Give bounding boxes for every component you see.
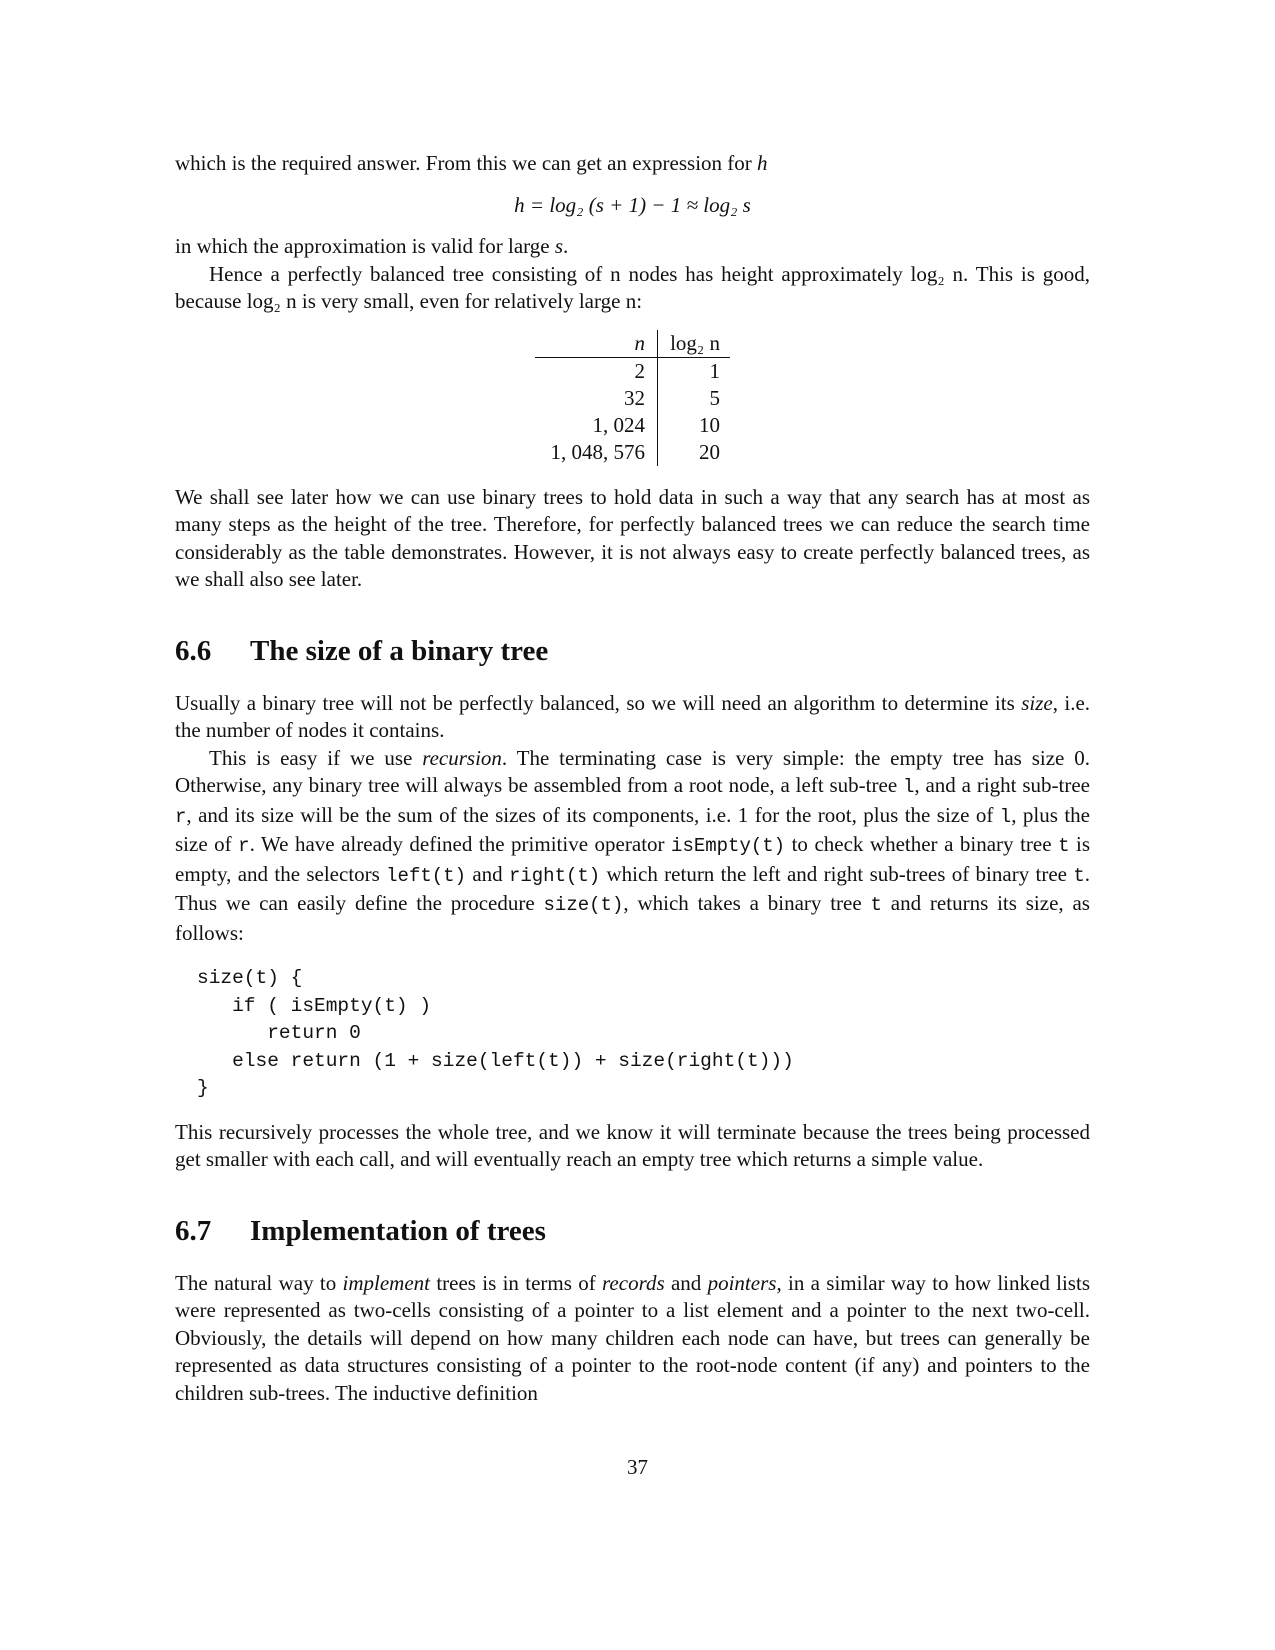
text-run: , and its size will be the sum of the sizes of its components, i.e. 1 for the root, plus the size of xyxy=(186,802,1000,827)
text-run: which return the left and right sub-trees of binary tree xyxy=(600,861,1074,886)
inline-code: right(t) xyxy=(508,864,601,887)
section-number: 6.7 xyxy=(175,1214,212,1247)
text-run: and xyxy=(465,861,509,886)
inline-code: size(t) xyxy=(543,894,624,916)
inline-code: t xyxy=(1058,835,1070,857)
approximation-variable: s xyxy=(554,234,564,258)
emphasis: pointers xyxy=(707,1270,777,1295)
recursion-paragraph xyxy=(175,745,1090,948)
emphasis: records xyxy=(602,1270,665,1295)
intro-paragraph xyxy=(175,150,1090,178)
table-cell-log: 20 xyxy=(699,439,720,464)
implementation-paragraph xyxy=(175,1270,1090,1408)
section-number: 6.6 xyxy=(175,634,212,667)
page-content xyxy=(175,150,1090,1407)
table-cell-n: 32 xyxy=(535,385,658,412)
log-table-header-log: log₂ n xyxy=(658,330,731,358)
table-cell-log: 1 xyxy=(709,358,720,383)
text-run: , in a similar way to how linked lists were represented as two-cells consisting of a pointer to a list element and a pointer to the next two-cell. Obviously, the details will depend on how many children each node can have, but trees can generally be represented as data structures consisting of a pointer to the root-node content (if any) and pointers to the children sub-trees. The inductive definition xyxy=(175,1270,1090,1405)
emphasis: size xyxy=(1021,690,1053,715)
text-run: , plus the size of xyxy=(175,802,1090,856)
section-heading-6-7 xyxy=(175,1214,1090,1248)
table-cell-n: 1, 024 xyxy=(535,412,658,439)
inline-code: left(t) xyxy=(386,864,466,887)
emphasis: recursion xyxy=(422,745,502,770)
inline-code: l xyxy=(902,776,915,798)
intro-text: which is the required answer. From this we can get an expression for xyxy=(175,151,758,175)
inline-code: t xyxy=(1073,864,1085,887)
text-run: and xyxy=(664,1270,708,1295)
text-run: , which takes a binary tree xyxy=(623,891,871,915)
emphasis: implement xyxy=(342,1270,431,1295)
height-equation xyxy=(175,192,1090,220)
text-run: , i.e. the number of nodes it contains. xyxy=(175,690,1091,742)
section-heading-6-6 xyxy=(175,634,1090,668)
text-run: . Thus we can easily define the procedure xyxy=(175,861,1090,915)
text-run: is empty, and the selectors xyxy=(175,832,1090,886)
log-table-header-n: n xyxy=(535,330,658,358)
text-run: . We have already defined the primitive operator xyxy=(249,832,672,856)
text-run: The natural way to xyxy=(175,1270,343,1295)
text-run: , and a right sub-tree xyxy=(914,773,1090,797)
balanced-height-paragraph: Hence a perfectly balanced tree consisting of n nodes has height approximately log₂ n. This is good, because log₂ n is very small, even for relatively large n: xyxy=(175,261,1090,313)
inline-code: r xyxy=(238,835,250,857)
table-row xyxy=(535,412,730,439)
inline-code: l xyxy=(999,805,1012,828)
section-title: The size of a binary tree xyxy=(250,634,549,667)
table-row xyxy=(535,385,730,412)
table-cell-log: 10 xyxy=(699,412,720,437)
approximation-text: in which the approximation is valid for large xyxy=(175,234,555,258)
search-steps-paragraph: We shall see later how we can use binary trees to hold data in such a way that any search has at most as many steps as the height of the tree. Therefore, for perfectly balanced trees we can reduce the search time considerably as the table demonstrates. However, it is not always easy to create perfectly balanced trees, as we shall also see later. xyxy=(175,484,1090,591)
text-run: and returns its size, as follows: xyxy=(175,891,1090,945)
text-run: to check whether a binary tree xyxy=(785,832,1059,856)
text-run: Usually a binary tree will not be perfectly balanced, so we will need an algorithm to determine its xyxy=(175,690,1022,715)
log-table xyxy=(535,330,730,466)
text-run: This is easy if we use xyxy=(209,745,423,770)
height-equation-text: h = log₂ (s + 1) − 1 ≈ log₂ s xyxy=(514,192,751,217)
table-row xyxy=(535,357,730,385)
inline-code: isEmpty(t) xyxy=(671,835,786,857)
table-cell-log: 5 xyxy=(709,385,720,410)
termination-paragraph: This recursively processes the whole tree, and we know it will terminate because the trees being processed get smaller with each call, and will eventually reach an empty tree which returns a simple value. xyxy=(175,1119,1090,1171)
text-run: trees is in terms of xyxy=(430,1270,603,1295)
section-title: Implementation of trees xyxy=(250,1214,546,1247)
log-table-header xyxy=(535,330,730,358)
table-cell-n: 2 xyxy=(535,357,658,385)
text-run: . The terminating case is very simple: the empty tree has size 0. Otherwise, any binary tree will always be assembled from a root node, a left sub-tree xyxy=(175,745,1090,797)
table-cell-n: 1, 048, 576 xyxy=(535,439,658,466)
size-code-block: size(t) { if ( isEmpty(t) ) return 0 else return (1 + size(left(t)) + size(right(t))) } xyxy=(197,967,794,1099)
table-row xyxy=(535,439,730,466)
approximation-paragraph: in which the approximation is valid for large s. xyxy=(175,234,569,258)
intro-variable: h xyxy=(757,151,768,175)
inline-code: t xyxy=(870,894,882,916)
size-intro-paragraph xyxy=(175,690,1090,745)
inline-code: r xyxy=(175,805,187,828)
page-number: 37 xyxy=(627,1455,648,1479)
